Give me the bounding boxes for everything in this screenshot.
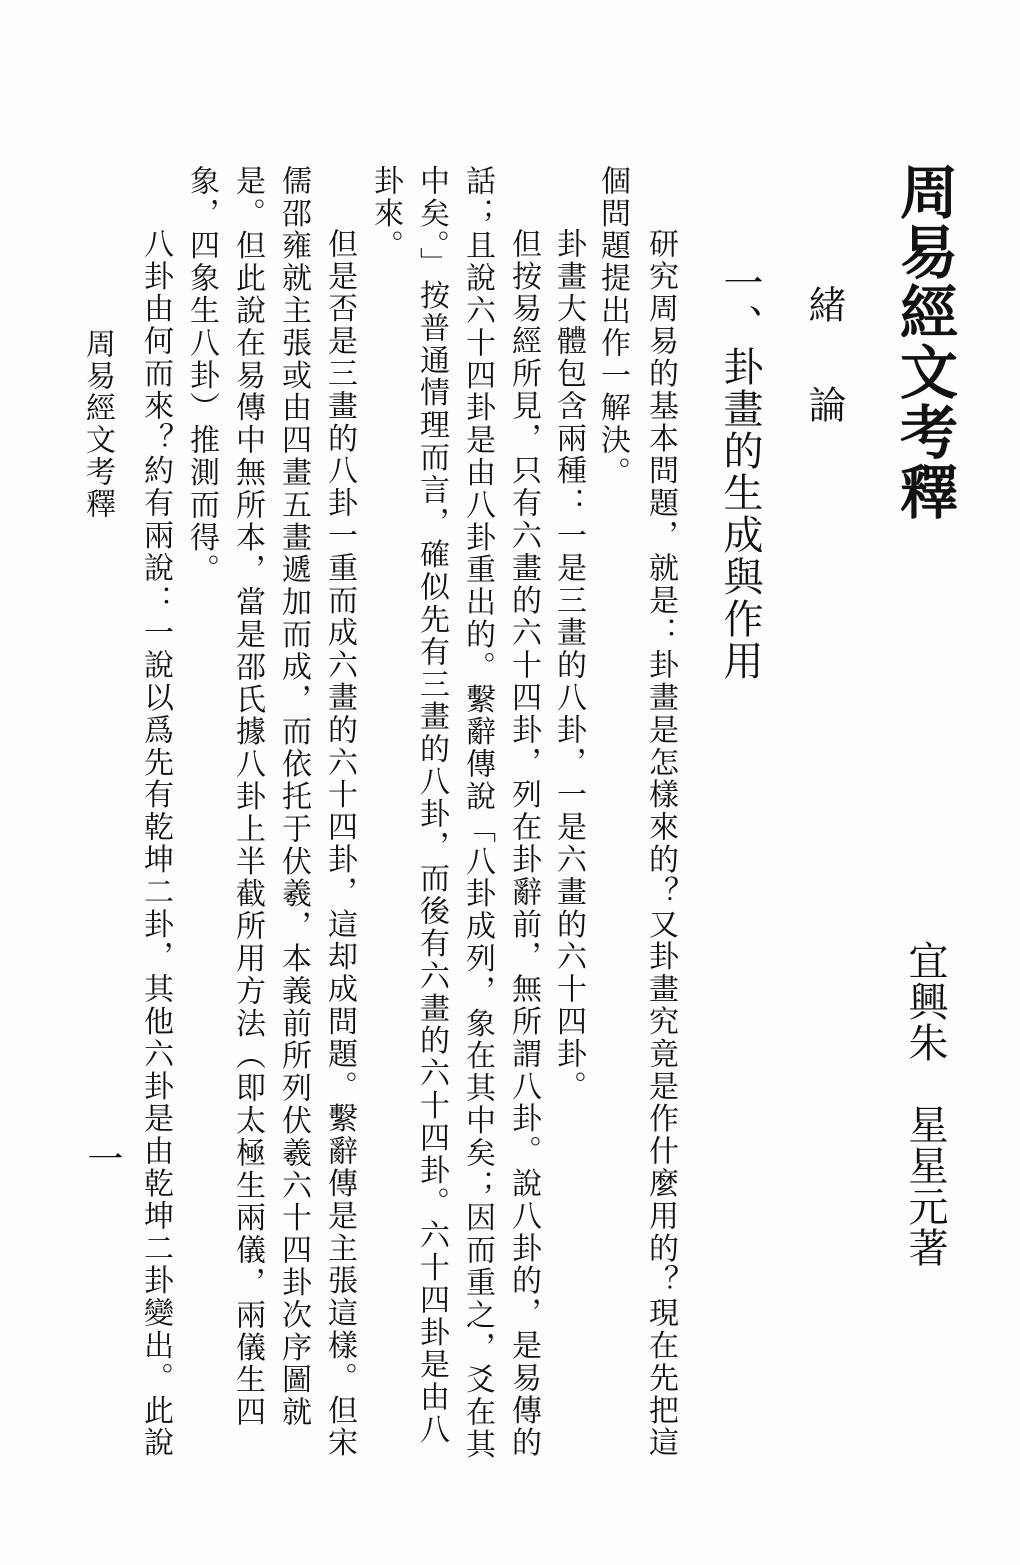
book-title: 周易經文考釋 <box>890 162 958 522</box>
text-line: 話；且說六十四卦是由八卦重出的。繫辭傳說「八卦成列，象在其中矣；因而重之，爻在其 <box>460 165 495 1461</box>
text-line: 象，四象生八卦）推測而得。 <box>184 165 219 587</box>
author-line: 宜興朱 星星元著 <box>902 940 948 1268</box>
text-line: 儒邵雍就主張或由四畫五畫遞加而成，而依托于伏羲，本義前所列伏羲六十四卦次序圖就 <box>276 165 311 1429</box>
running-title: 周易經文考釋 <box>80 328 115 520</box>
text-line: 卦畫大體包含兩種：一是三畫的八卦，一是六畫的六十四卦。 <box>551 228 586 1103</box>
text-line: 中矣。」按普通情理而言，確似先有三畫的八卦，而後有六畫的六十四卦。六十四卦是由八 <box>414 165 449 1446</box>
text-line: 是。但此說在易傳中無所本，當是邵氏據八卦上半截所用方法（即太極生兩儀，兩儀生四 <box>230 165 265 1429</box>
text-line: 八卦由何而來？約有兩說：一說以爲先有乾坤二卦，其他六卦是由乾坤二卦變出。此說 <box>138 228 173 1460</box>
text-line: 卦來。 <box>368 165 403 263</box>
text-line: 研究周易的基本問題，就是：卦畫是怎樣來的？又卦畫究竟是作什麼用的？現在先把這 <box>643 228 678 1460</box>
page-number: 一 <box>82 1140 123 1176</box>
text-line: 但是否是三畫的八卦一重而成六畫的六十四卦，這却成問題。繫辭傳是主張這樣。但宋 <box>322 228 357 1460</box>
text-line: 但按易經所見，只有六畫的六十四卦，列在卦辭前，無所謂八卦。說八卦的，是易傳的 <box>506 228 541 1460</box>
text-line: 個問題提出作一解決。 <box>595 165 630 489</box>
intro-heading: 緒論 <box>802 285 846 485</box>
section-heading: 一、卦畫的生成與作用 <box>717 262 763 682</box>
